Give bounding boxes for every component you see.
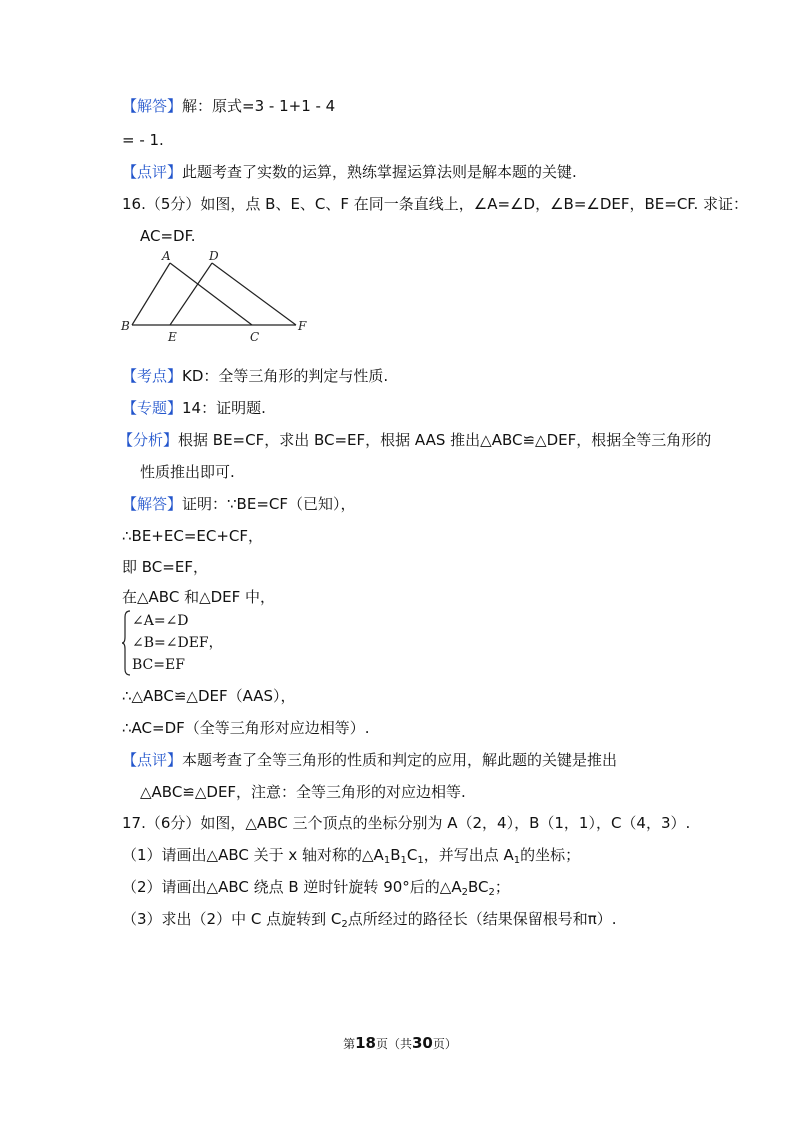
q16-zhuanti — [122, 398, 266, 418]
comment-tag: 【点评】 — [122, 163, 183, 181]
subscript: 2 — [488, 887, 495, 898]
comment-text: 本题考查了全等三角形的性质和判定的应用，解此题的关键是推出 — [182, 751, 618, 769]
total-pages: 30 — [412, 1034, 433, 1052]
answer-text: 证明：∵BE=CF（已知）， — [182, 495, 356, 513]
q16-kaodian — [122, 366, 388, 386]
q16-step2: 即 BC=EF， — [122, 558, 208, 576]
q16-step5: ∴AC=DF（全等三角形对应边相等）. — [122, 719, 370, 737]
q15-answer — [122, 96, 335, 116]
part1-text-d: ，并写出点 A — [423, 846, 514, 864]
label-d: D — [209, 249, 219, 263]
q16-question-line1: 16.（5分）如图，点 B、E、C、F 在同一条直线上，∠A=∠D，∠B=∠DEF，BE=CF. 求证： — [122, 195, 749, 213]
q16-comment-line2: △ABC≌△DEF，注意：全等三角形的对应边相等. — [140, 783, 466, 801]
q15-result: = - 1. — [122, 131, 164, 149]
q16-step3: 在△ABC 和△DEF 中， — [122, 588, 276, 606]
part1-text-c: C — [406, 846, 418, 864]
part3-text-b: 点所经过的路径长（结果保留根号和π）. — [347, 910, 617, 928]
brace-row-1: ∠A=∠D — [132, 613, 189, 629]
label-c: C — [250, 330, 260, 344]
subscript: 2 — [341, 919, 348, 930]
page-footer — [0, 1034, 800, 1052]
triangles-diagram — [118, 246, 328, 346]
fenxi-text: 根据 BE=CF，求出 BC=EF，根据 AAS 推出△ABC≌△DEF，根据全等三角形的 — [178, 431, 712, 449]
part1-text-a: （1）请画出△ABC 关于 x 轴对称的△A — [122, 846, 384, 864]
q16-fenxi-line2: 性质推出即可. — [140, 463, 235, 481]
brace-row-3: BC=EF — [132, 657, 185, 673]
part2-text-a: （2）请画出△ABC 绕点 B 逆时针旋转 90°后的△A — [122, 878, 462, 896]
segment-ba — [132, 263, 170, 325]
label-b: B — [121, 319, 130, 333]
q16-comment — [122, 750, 617, 770]
label-a: A — [162, 249, 171, 263]
condition-brace — [122, 610, 262, 676]
subscript: 1 — [383, 855, 391, 866]
q16-answer — [122, 494, 356, 514]
kaodian-tag: 【考点】 — [122, 367, 183, 385]
q16-question-line2: AC=DF. — [140, 227, 196, 245]
kaodian-text: KD：全等三角形的判定与性质. — [182, 367, 389, 385]
subscript: 1 — [417, 855, 424, 866]
answer-tag: 【解答】 — [122, 97, 183, 115]
q16-step1: ∴BE+EC=EC+CF， — [122, 527, 264, 545]
q16-step4: ∴△ABC≌△DEF（AAS）， — [122, 687, 296, 705]
geometry-figure — [118, 246, 328, 350]
q17-part2: （2）请画出△ABC 绕点 B 逆时针旋转 90°后的$\triangle A_2BC_2$； — [122, 878, 510, 898]
fenxi-tag: 【分析】 — [118, 431, 179, 449]
q17-part3 — [122, 909, 617, 935]
q17-question: 17.（6分）如图，△ABC 三个顶点的坐标分别为 A（2，4），B（1，1），C（4，3）. — [122, 814, 691, 832]
part3-text-a: （3）求出（2）中 C 点旋转到 C — [122, 910, 342, 928]
footer-suffix: 页） — [432, 1037, 457, 1051]
q17-part1 — [122, 845, 580, 871]
zhuanti-text: 14：证明题. — [182, 399, 266, 417]
label-f: F — [298, 319, 307, 333]
zhuanti-tag: 【专题】 — [122, 399, 183, 417]
page-number: 18 — [355, 1034, 376, 1052]
part2-text-b: BC — [467, 878, 489, 896]
footer-prefix: 第 — [343, 1037, 356, 1051]
footer-middle: 页（共 — [375, 1037, 412, 1051]
brace-row-2: ∠B=∠DEF， — [132, 635, 223, 651]
subscript: 2 — [461, 887, 468, 898]
left-brace-icon — [122, 610, 132, 676]
q16-fenxi — [118, 430, 711, 450]
subscript: 1 — [400, 855, 407, 866]
segment-ed — [170, 263, 212, 325]
q15-comment — [122, 162, 577, 182]
label-e: E — [168, 330, 177, 344]
segment-ac — [170, 263, 252, 325]
subscript: 1 — [513, 855, 521, 866]
comment-text: 此题考查了实数的运算，熟练掌握运算法则是解本题的关键. — [182, 163, 577, 181]
answer-text: 解：原式=3 - 1+1 - 4 — [182, 97, 336, 115]
comment-tag: 【点评】 — [122, 751, 183, 769]
part1-text-e: 的坐标； — [520, 846, 581, 864]
segment-df — [212, 263, 296, 325]
part1-text-b: B — [390, 846, 401, 864]
answer-tag: 【解答】 — [122, 495, 183, 513]
